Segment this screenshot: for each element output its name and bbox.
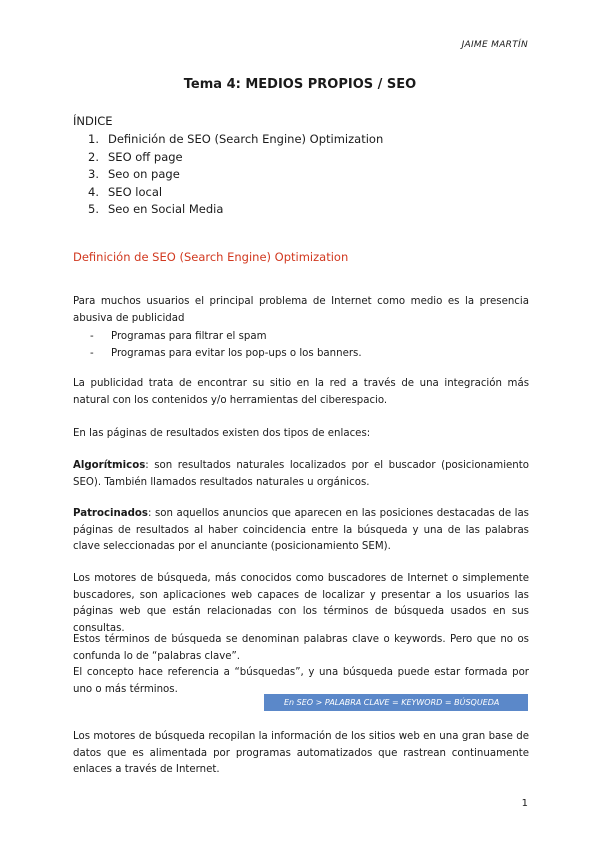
toc-item-number: 1. (88, 132, 99, 146)
definition-patrocinados: : son aquellos anuncios que aparecen en las posiciones destacadas de las páginas de resultados al haber coincidencia entre la búsqueda y una de las palabras clave seleccionadas por el anunciante (posicionamiento SEM). (73, 508, 529, 552)
paragraph-terminos: Estos términos de búsqueda se denominan palabras clave o keywords. Pero que no os confunda lo de “palabras clave”. (73, 634, 529, 662)
definition-algoritmicos: : son resultados naturales localizados por el buscador (posicionamiento SEO). También llamados resultados naturales u orgánicos. (73, 460, 529, 488)
table-of-contents (88, 131, 383, 219)
toc-item (88, 184, 383, 202)
toc-item-number: 4. (88, 184, 99, 199)
toc-item-number: 5. (88, 202, 99, 216)
paragraph-algoritmicos (73, 458, 529, 491)
paragraph-recopilan: Los motores de búsqueda recopilan la información de los sitios web en una gran base de datos que es alimentada por programas automatizados que rastrean continuamente enlaces a través de Internet. (73, 731, 529, 775)
paragraph-intro: Para muchos usuarios el principal problema de Internet como medio es la presencia abusiva de publicidad (73, 296, 529, 324)
keyword-highlight-box: En SEO > PALABRA CLAVE = KEYWORD = BÚSQUEDA (264, 694, 528, 711)
term-patrocinados: Patrocinados (73, 508, 148, 519)
paragraph-publicidad: La publicidad trata de encontrar su sitio en la red a través de una integración más natural con los contenidos y/o herramientas del ciberespacio. (73, 378, 529, 406)
bullet-dash: - (90, 347, 94, 359)
paragraph-tipos-enlaces: En las páginas de resultados existen dos tipos de enlaces: (73, 428, 371, 439)
toc-item-label: Seo on page (108, 167, 180, 181)
term-algoritmicos: Algorítmicos (73, 460, 146, 471)
index-heading: ÍNDICE (73, 114, 113, 128)
toc-item-label: SEO off page (108, 149, 183, 164)
toc-item-number: 3. (88, 167, 99, 181)
toc-item-label: Definición de SEO (Search Engine) Optimization (108, 132, 384, 146)
toc-item (88, 201, 383, 219)
section-heading: Definición de SEO (Search Engine) Optimization (73, 250, 349, 264)
paragraph-motores: Los motores de búsqueda, más conocidos como buscadores de Internet o simplemente buscadores, son aplicaciones web capaces de localizar y presentar a los usuarios las páginas web que están relacionadas con los términos de búsqueda usados en sus consultas. (73, 573, 529, 634)
list-item (90, 346, 362, 363)
toc-item-label: SEO local (108, 184, 163, 199)
toc-item-number: 2. (88, 149, 99, 164)
toc-item-label: Seo en Social Media (108, 202, 224, 216)
toc-item (88, 149, 383, 167)
toc-item (88, 131, 383, 149)
paragraph-concepto: El concepto hace referencia a “búsquedas”, y una búsqueda puede estar formada por uno o más términos. (73, 667, 529, 695)
page-number: 1 (521, 798, 528, 809)
bullet-list (90, 329, 362, 362)
page-title: Tema 4: MEDIOS PROPIOS / SEO (183, 77, 417, 92)
list-item-text: Programas para evitar los pop-ups o los banners. (111, 347, 362, 359)
author-header: JAIME MARTÍN (461, 40, 528, 50)
list-item-text: Programas para filtrar el spam (111, 331, 267, 342)
paragraph-patrocinados (73, 506, 529, 556)
list-item (90, 329, 362, 346)
bullet-dash: - (90, 331, 94, 342)
toc-item (88, 166, 383, 184)
